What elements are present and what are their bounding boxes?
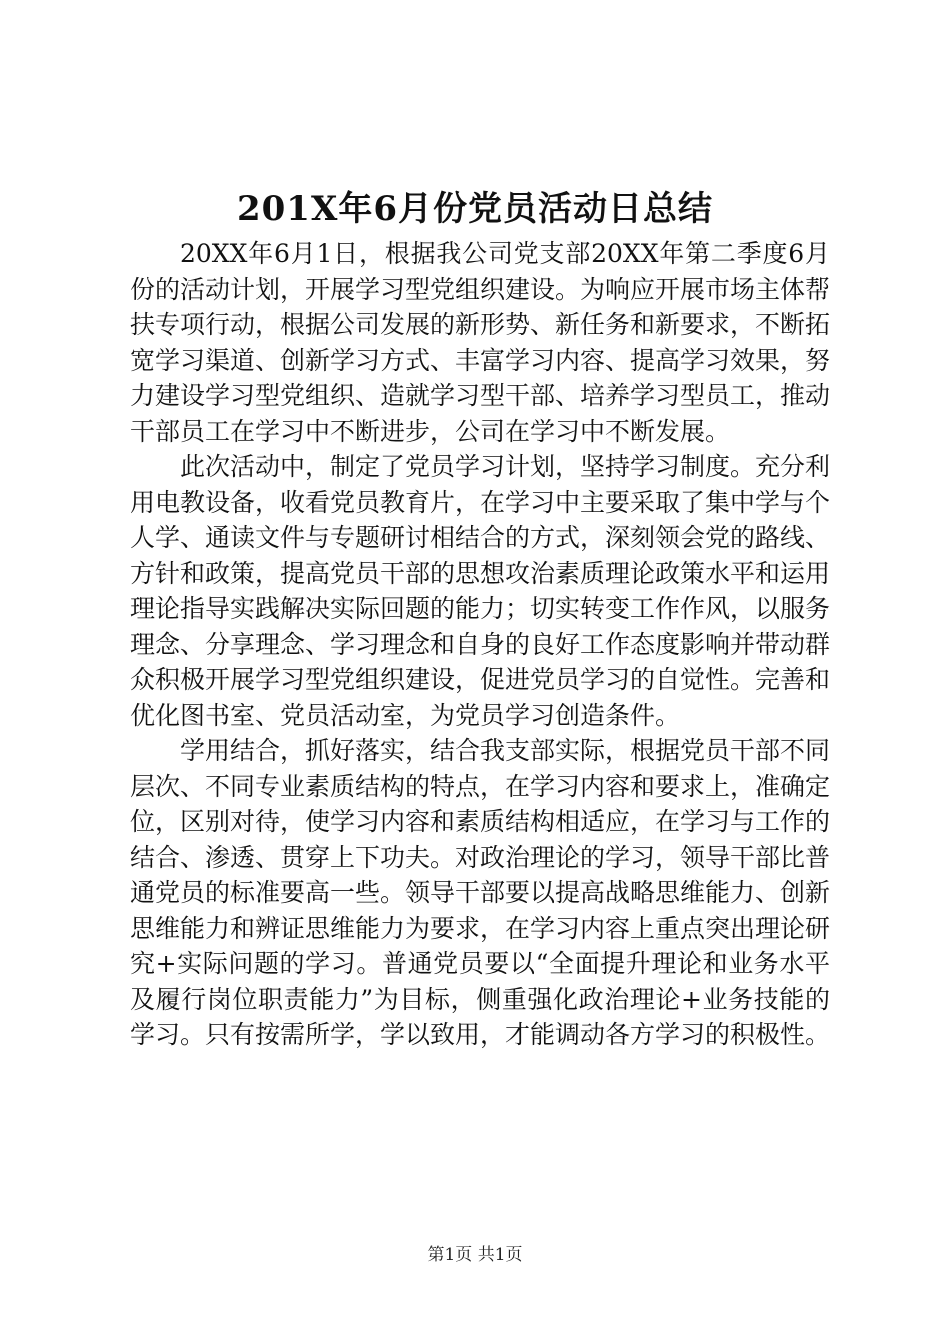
page-number-footer: 第1页 共1页 <box>427 1245 523 1265</box>
paragraph-2: 此次活动中，制定了党员学习计划，坚持学习制度。充分利用电教设备，收看党员教育片，在学习中主要采取了集中学与个人学、通读文件与专题研讨相结合的方式，深刻领会党的路线、方针和政策，提高党员干部的思想攻治素质理论政策水平和运用理论指导实践解决实际回题的能力；切实转变工作作风，以服务理念、分享理念、学习理念和自身的良好工作态度影响并带动群众积极开展学习型党组织建设，促进党员学习的自觉性。完善和优化图书室、党员活动室，为党员学习创造条件。 <box>130 452 831 730</box>
paragraph-3: 学用结合，抓好落实，结合我支部实际，根据党员干部不同层次、不同专业素质结构的特点，在学习内容和要求上，准确定位，区别对待，使学习内容和素质结构相适应，在学习与工作的结合、渗透、贯穿上下功夫。对政治理论的学习，领导干部比普通党员的标准要高一些。领导干部要以提高战略思维能力、创新思维能力和辨证思维能力为要求，在学习内容上重点突出理论研究+实际问题的学习。普通党员要以“全面提升理论和业务水平及履行岗位职责能力”为目标，侧重强化政治理论+业务技能的学习。只有按需所学，学以致用，才能调动各方学习的积极性。 <box>130 736 831 1049</box>
document-body <box>130 236 830 1053</box>
document-title: 201X年6月份党员活动日总结 <box>236 189 713 229</box>
paragraph-1: 20XX年6月1日，根据我公司党支部20XX年第二季度6月份的活动计划，开展学习型党组织建设。为响应开展市场主体帮扶专项行动，根据公司发展的新形势、新任务和新要求，不断拓宽学习渠道、创新学习方式、丰富学习内容、提高学习效果，努力建设学习型党组织、造就学习型干部、培养学习型员工，推动干部员工在学习中不断进步，公司在学习中不断发展。 <box>130 239 831 446</box>
